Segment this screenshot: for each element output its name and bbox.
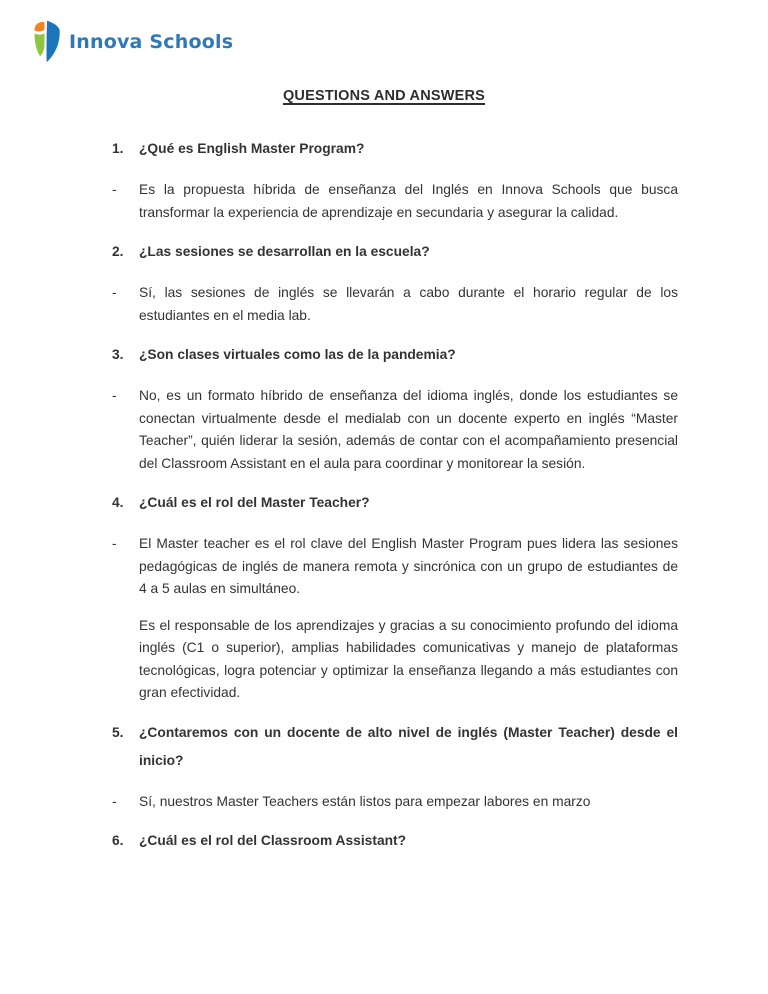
answer-row	[139, 615, 678, 705]
question-text: ¿Son clases virtuales como las de la pandemia?	[139, 347, 456, 362]
question-row	[112, 719, 678, 775]
answer-text: Sí, nuestros Master Teachers están listos para empezar labores en marzo	[139, 793, 591, 809]
question-text: ¿Qué es English Master Program?	[139, 141, 365, 156]
answer-text: Es la propuesta híbrida de enseñanza del Inglés en Innova Schools que busca transformar la experiencia de aprendizaje en secundaria y asegurar la calidad.	[139, 182, 678, 220]
logo	[33, 20, 233, 63]
question-text: ¿Cuál es el rol del Classroom Assistant?	[139, 833, 407, 848]
question-number: 5.	[112, 724, 124, 740]
answer-dash: -	[112, 793, 117, 809]
question-number: 6.	[112, 833, 124, 848]
question-number: 4.	[112, 495, 124, 510]
answer-dash: -	[112, 182, 117, 197]
answer-row	[112, 282, 678, 327]
question-text: ¿Contaremos con un docente de alto nivel de inglés (Master Teacher) desde el inicio?	[139, 724, 678, 768]
innova-schools-logo-icon	[33, 20, 60, 63]
page-title: QUESTIONS AND ANSWERS	[282, 88, 486, 104]
question-row	[112, 489, 678, 517]
question-row	[112, 827, 678, 855]
answer-row	[112, 533, 678, 601]
answer-row	[112, 791, 678, 814]
question-row	[112, 238, 678, 266]
question-row	[112, 341, 678, 369]
qa-item-5	[90, 719, 678, 814]
answer-text: Es el responsable de los aprendizajes y gracias a su conocimiento profundo del idioma inglés (C1 o superior), amplias habilidades comunicativas y manejo de plataformas tecnológicas, logra potenciar y optimizar la enseñanza llegando a más estudiantes con gran efectividad.	[139, 617, 678, 700]
answer-row	[112, 385, 678, 475]
question-number: 3.	[112, 347, 124, 362]
question-row	[112, 135, 678, 163]
answer-text: El Master teacher es el rol clave del English Master Program pues lidera las sesiones pedagógicas de inglés de manera remota y sincrónica con un grupo de estudiantes de 4 a 5 aulas en simultáneo.	[139, 536, 678, 596]
qa-item-6	[90, 827, 678, 855]
answer-text: No, es un formato híbrido de enseñanza del idioma inglés, donde los estudiantes se conectan virtualmente desde el medialab con un docente experto en inglés “Master Teacher”, quién liderar la sesión, además de contar con el acompañamiento presencial del Classroom Assistant en el aula para coordinar y monitorear la sesión.	[139, 388, 678, 471]
qa-item-2	[90, 238, 678, 327]
question-number: 2.	[112, 244, 124, 259]
answer-dash: -	[112, 285, 117, 300]
answer-dash: -	[112, 388, 117, 403]
qa-item-1	[90, 135, 678, 224]
logo-wordmark: Innova Schools	[69, 30, 234, 53]
question-number: 1.	[112, 141, 124, 156]
answer-row	[112, 179, 678, 224]
qa-item-4	[90, 489, 678, 705]
question-text: ¿Las sesiones se desarrollan en la escuela?	[139, 244, 430, 259]
answer-text: Sí, las sesiones de inglés se llevarán a cabo durante el horario regular de los estudiantes en el media lab.	[139, 285, 678, 323]
qa-item-3	[90, 341, 678, 475]
answer-dash: -	[112, 536, 117, 551]
question-text: ¿Cuál es el rol del Master Teacher?	[139, 495, 370, 510]
